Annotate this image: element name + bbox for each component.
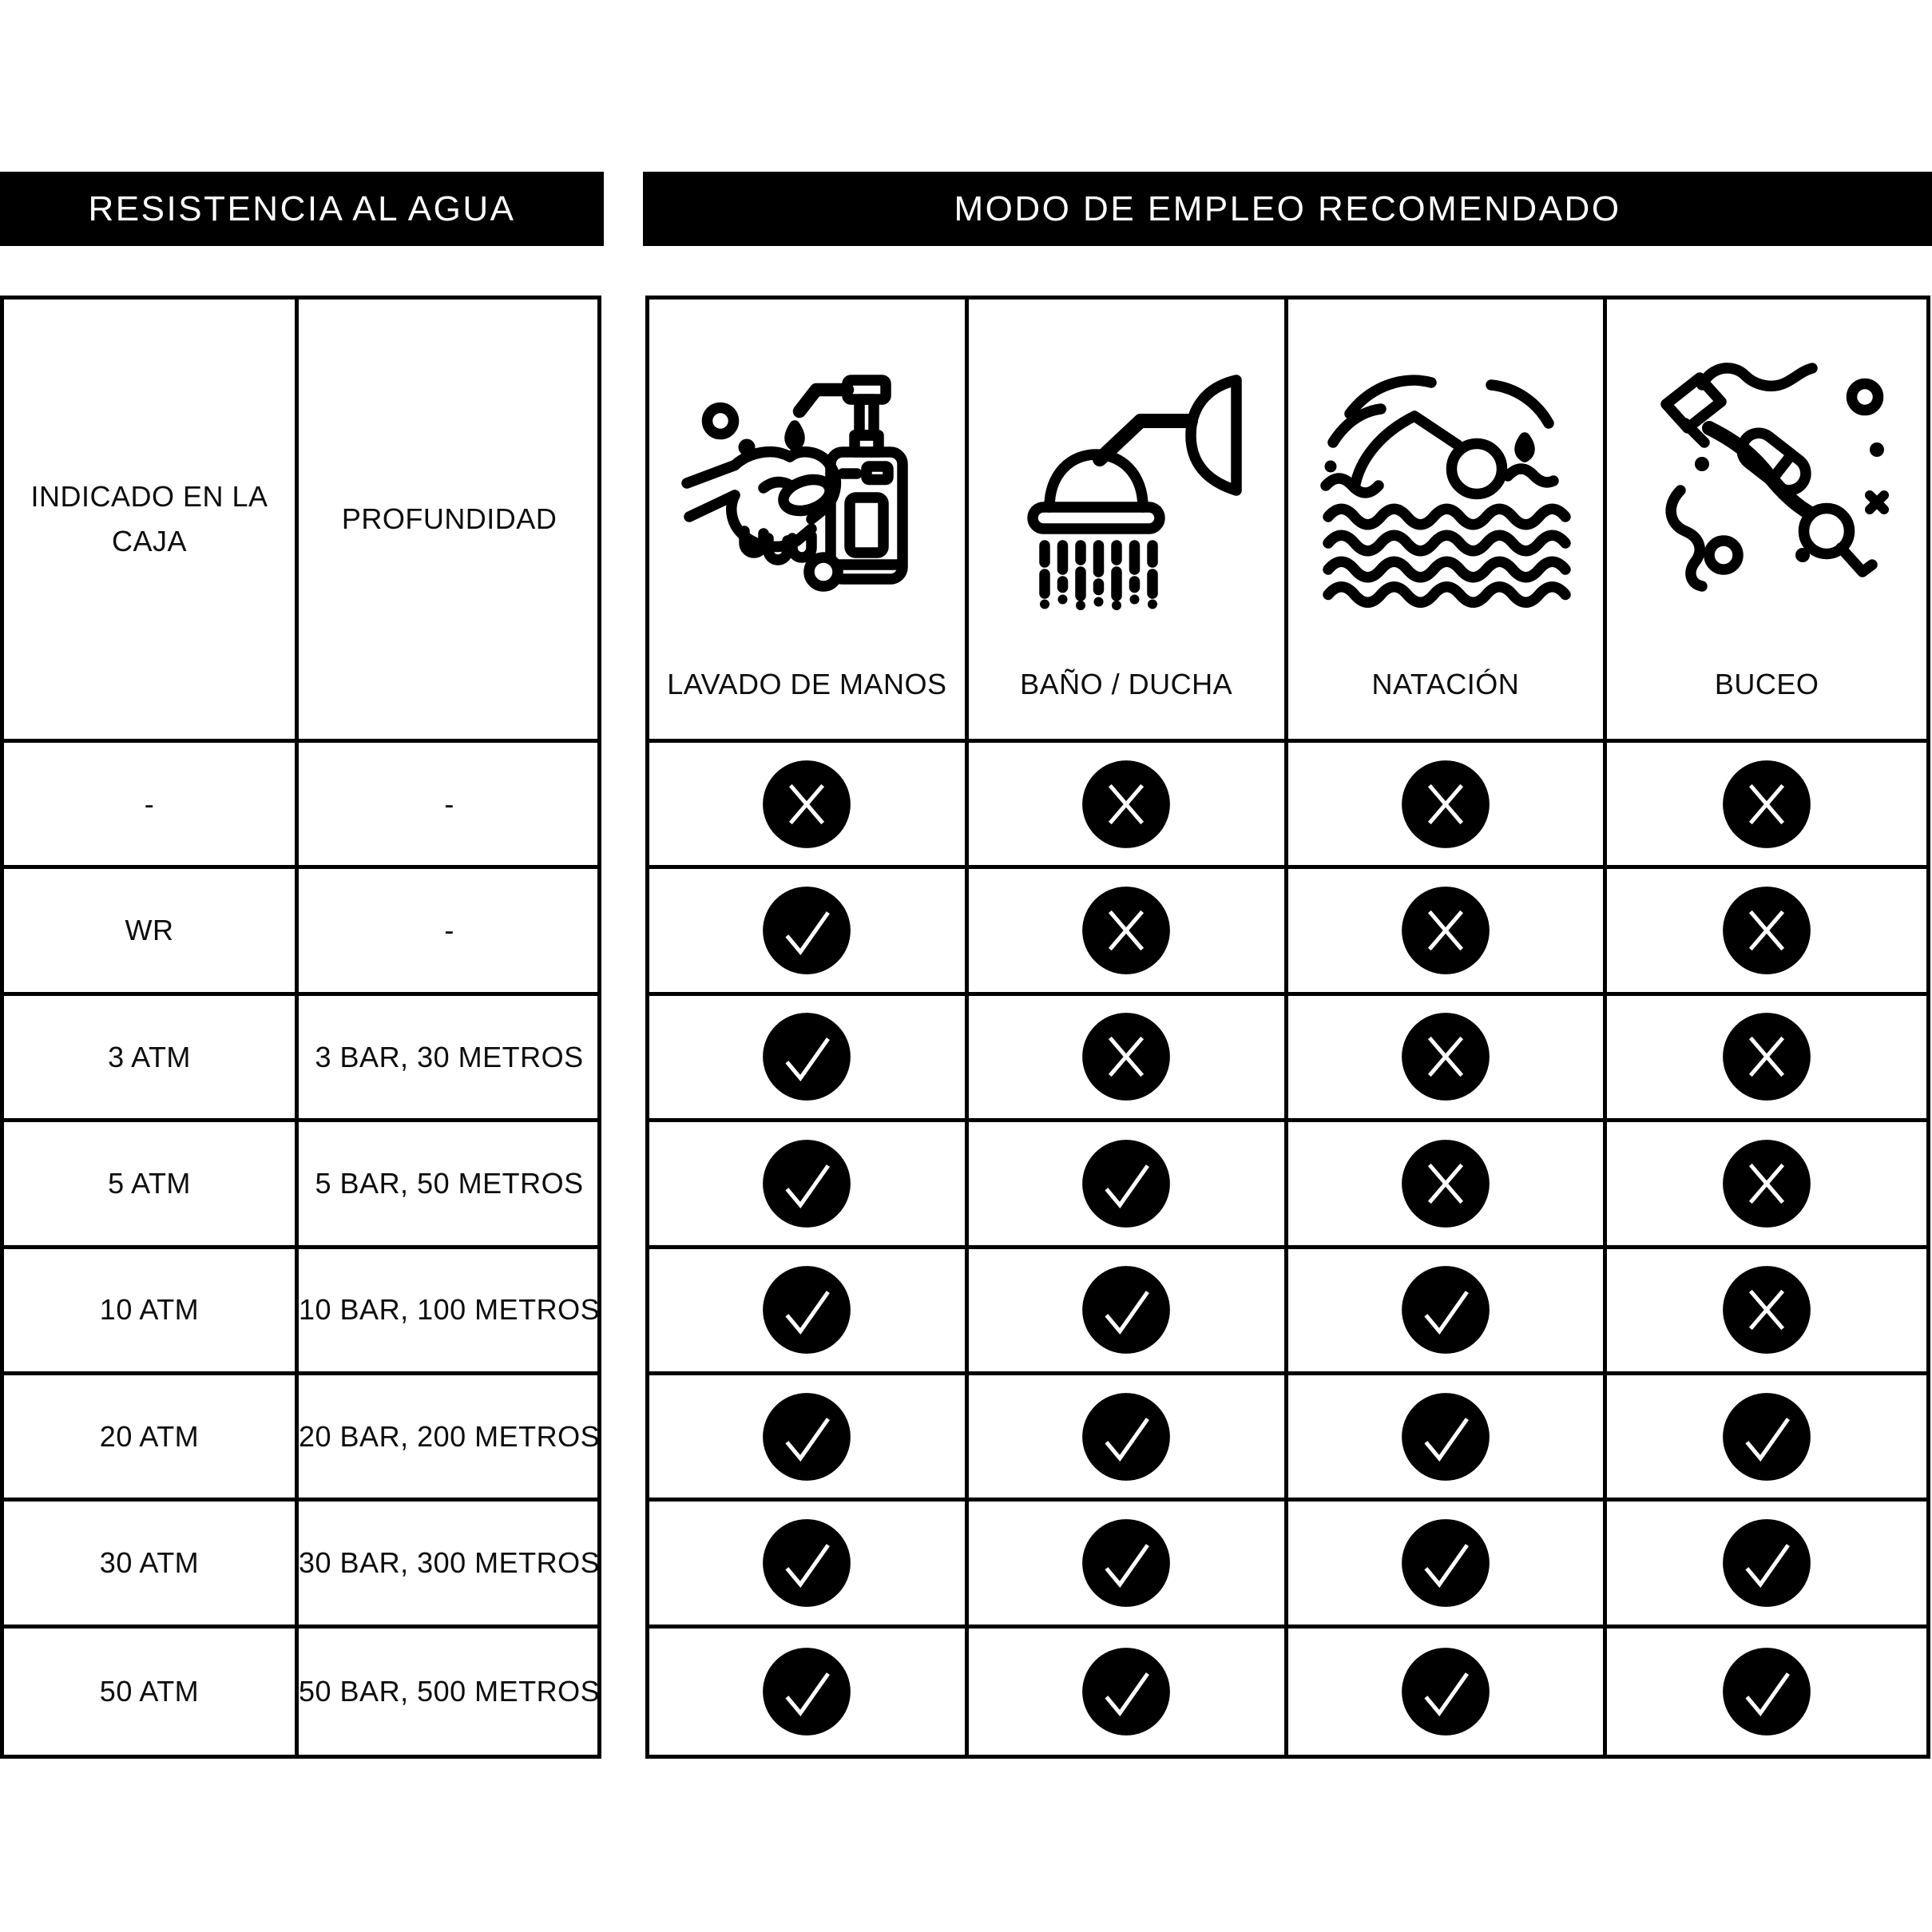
check-icon [762, 1265, 851, 1355]
check-icon [1081, 1139, 1171, 1228]
column-header-lavado-de-manos [649, 300, 969, 743]
mark-check [1288, 1629, 1608, 1755]
table-cell-profundidad: - [299, 869, 600, 995]
check-icon [1722, 1392, 1811, 1482]
mark-check [649, 1122, 969, 1248]
cross-icon [762, 760, 851, 849]
mark-check [969, 1502, 1288, 1628]
table-cell-caja: 20 ATM [4, 1375, 299, 1502]
column-header-label: LAVADO DE MANOS [667, 668, 947, 701]
column-header-buceo [1607, 300, 1926, 743]
mark-check [1288, 1249, 1608, 1375]
mark-check [1288, 1375, 1608, 1502]
mark-check [969, 1249, 1288, 1375]
mark-cross [1288, 743, 1608, 869]
check-icon [1081, 1647, 1171, 1736]
cross-icon [1081, 886, 1171, 975]
table-cell-caja: 3 ATM [4, 996, 299, 1122]
usage-title-bar [643, 172, 1932, 246]
table-cell-caja: 5 ATM [4, 1122, 299, 1248]
table-cell-profundidad: 3 BAR, 30 METROS [299, 996, 600, 1122]
cross-icon [1722, 1139, 1811, 1228]
column-header-bano-ducha [969, 300, 1288, 743]
mark-cross [969, 743, 1288, 869]
cross-icon [1401, 1012, 1490, 1101]
check-icon [762, 1139, 851, 1228]
right-panel-title: MODO DE EMPLEO RECOMENDADO [954, 188, 1621, 228]
mark-check [649, 869, 969, 995]
column-header-label: PROFUNDIDAD [341, 502, 557, 536]
check-icon [1401, 1392, 1490, 1482]
table-cell-caja: - [4, 743, 299, 869]
cross-icon [1722, 1265, 1811, 1355]
check-icon [1401, 1265, 1490, 1355]
mark-check [649, 1502, 969, 1628]
check-icon [762, 1392, 851, 1482]
cross-icon [1401, 886, 1490, 975]
cross-icon [1722, 886, 1811, 975]
shower-icon [969, 300, 1284, 662]
mark-cross [1288, 996, 1608, 1122]
check-icon [1081, 1265, 1171, 1355]
mark-check [649, 1375, 969, 1502]
column-header-label: INDICADO EN LA CAJA [30, 480, 268, 557]
swimming-icon [1288, 300, 1604, 662]
mark-cross [649, 743, 969, 869]
table-cell-profundidad: 50 BAR, 500 METROS [299, 1674, 601, 1708]
cross-icon [1401, 760, 1490, 849]
check-icon [1401, 1647, 1490, 1736]
mark-cross [1288, 1122, 1608, 1248]
column-header-label: BUCEO [1714, 668, 1819, 701]
column-header-label: BAÑO / DUCHA [1020, 668, 1233, 701]
mark-cross [969, 869, 1288, 995]
table-cell-caja: 10 ATM [4, 1249, 299, 1375]
check-icon [1081, 1392, 1171, 1482]
table-cell-profundidad: 30 BAR, 300 METROS [299, 1502, 600, 1628]
table-cell-caja: 50 ATM [4, 1629, 299, 1755]
cross-icon [1401, 1139, 1490, 1228]
cross-icon [1081, 1012, 1171, 1101]
table-cell-profundidad: 5 BAR, 50 METROS [299, 1122, 600, 1248]
recommended-use-table [645, 296, 1930, 1759]
check-icon [1722, 1647, 1811, 1736]
check-icon [1081, 1518, 1171, 1608]
mark-check [649, 996, 969, 1122]
cross-icon [1081, 760, 1171, 849]
mark-cross [1607, 1249, 1926, 1375]
table-cell-profundidad: - [299, 743, 600, 869]
mark-check [649, 1629, 969, 1755]
check-icon [762, 1518, 851, 1608]
cross-icon [1722, 760, 1811, 849]
water-resistance-title-bar [0, 172, 604, 246]
mark-check [969, 1375, 1288, 1502]
column-header-profundidad [299, 300, 600, 743]
water-resistance-table [0, 296, 601, 1759]
column-header-natacion [1288, 300, 1608, 743]
table-cell-caja: 30 ATM [4, 1502, 299, 1628]
mark-check [1607, 1629, 1926, 1755]
mark-check [1607, 1375, 1926, 1502]
mark-check [969, 1122, 1288, 1248]
table-cell-profundidad: 20 BAR, 200 METROS [299, 1375, 600, 1502]
mark-cross [1607, 1122, 1926, 1248]
mark-cross [1288, 869, 1608, 995]
mark-check [969, 1629, 1288, 1755]
hand-wash-icon [649, 300, 965, 662]
column-header-indicado-en-la-caja [4, 300, 299, 743]
table-cell-caja: WR [4, 869, 299, 995]
check-icon [762, 1012, 851, 1101]
mark-cross [1607, 996, 1926, 1122]
cross-icon [1722, 1012, 1811, 1101]
mark-cross [1607, 869, 1926, 995]
left-panel-title: RESISTENCIA AL AGUA [88, 188, 516, 228]
mark-check [1288, 1502, 1608, 1628]
mark-check [1607, 1502, 1926, 1628]
mark-cross [969, 996, 1288, 1122]
check-icon [762, 886, 851, 975]
table-cell-profundidad: 10 BAR, 100 METROS [299, 1249, 600, 1375]
mark-cross [1607, 743, 1926, 869]
column-header-label: NATACIÓN [1371, 668, 1520, 701]
check-icon [762, 1647, 851, 1736]
check-icon [1722, 1518, 1811, 1608]
diving-icon [1607, 300, 1926, 662]
mark-check [649, 1249, 969, 1375]
check-icon [1401, 1518, 1490, 1608]
